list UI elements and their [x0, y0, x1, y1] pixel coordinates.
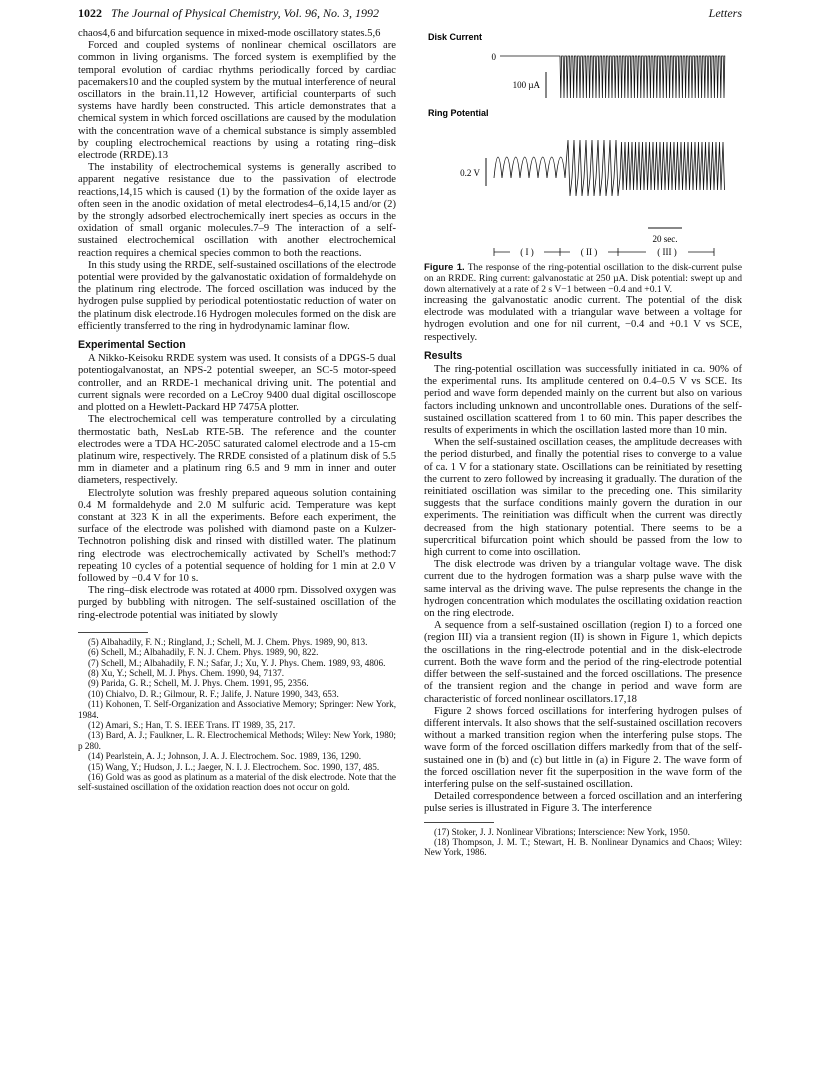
journal-citation: The Journal of Physical Chemistry, Vol. 96, No. 3, 1992 — [111, 6, 379, 20]
region-label-2: ( II ) — [580, 247, 598, 257]
section-heading: Experimental Section — [78, 339, 186, 352]
page-number: 1022 — [78, 6, 102, 20]
footnote: (11) Kohonen, T. Self-Organization and Associative Memory; Springer: New York, 1984. — [78, 699, 396, 720]
time-scale-label: 20 sec. — [652, 234, 678, 244]
figure-1-plot — [424, 28, 742, 262]
paragraph: The ring–disk electrode was rotated at 4000 rpm. Dissolved oxygen was purged by bubbling with nitrogen. The self-sustained oscillation of the ring-electrode potential was initiated by slowly — [78, 585, 396, 621]
footnote: (16) Gold was as good as platinum as a material of the disk electrode. Note that the self-sustained oscillation of the oxidation reaction does not occur on gold. — [78, 772, 396, 793]
footnote: (5) Albahadily, F. N.; Ringland, J.; Schell, M. J. Chem. Phys. 1989, 90, 813. — [88, 636, 368, 647]
section-label: Letters — [708, 6, 742, 20]
paragraph: The instability of electrochemical systems is generally ascribed to apparent negative resistance due to the passivation of electrode reactions,14,15 which is caused (1) by the formation of the oxide layer as often seen in the anodic oxidation of metal electrodes4–6,14,15 and/or (2) by the strongly adsorbed electrochemically inert species as occurs in the oxidation of small organic molecules.7–9 The interaction of a self-sustained electrochemical oscillation with another electrochemical reaction requires a chemical species common to both the reactions. — [78, 162, 396, 259]
caption-text: The response of the ring-potential oscillation to the disk-current pulse on an RRDE. Ring current: galvanostatic at 250 µA. Disk potential: swept up and down alternatively at a rate of 2 s V−1 between −0.4 and +0.1 V. — [424, 262, 742, 295]
footnote: (17) Stoker, J. J. Nonlinear Vibrations; Interscience: New York, 1950. — [434, 826, 690, 837]
paragraph: The electrochemical cell was temperature controlled by a circulating thermostatic bath, NesLab RTE-5B. The reference and the counter electrodes were a TDA HC-205C saturated calomel electrode and a 15-cm platinum wire, respectively. The RRDE consisted of a platinum disk of 5.5 mm in diameter and a platinum ring 6.5 and 9 mm in inner and outer diameters, respectively. — [78, 414, 396, 487]
paragraph: When the self-sustained oscillation ceases, the amplitude decreases with the period disturbed, and finally the potential rises to converge to a value of ca. 1 V for a stationary state. Oscillations can be reinitiated by resetting the current to zero followed by increasing it gradually. The duration of the reinitiated oscillation was similar to the preceding one. This similarity suggests that the surface conditions mainly govern the duration in our experiments. The reinitiation was difficult when the current was directly decreased from the high stationary potential. There seems to be a supercritical bifurcation point which should be passed from the low to high current to come into oscillation. — [424, 437, 742, 559]
current-scale-label: 100 µA — [512, 80, 540, 90]
footnote: (7) Schell, M.; Albahadily, F. N.; Safar, J.; Xu, Y. J. Phys. Chem. 1989, 93, 4806. — [88, 657, 386, 668]
disk-current-trace — [500, 56, 725, 98]
disk-current-line — [500, 56, 725, 98]
footnote: (10) Chialvo, D. R.; Gilmour, R. F.; Jalife, J. Nature 1990, 343, 653. — [88, 688, 339, 699]
footnote: (6) Schell, M.; Albahadily, F. N. J. Chem. Phys. 1989, 90, 822. — [88, 647, 319, 658]
ring-potential-label: Ring Potential — [428, 108, 489, 118]
region-label-1: ( I ) — [520, 247, 534, 257]
section-heading: Results — [424, 349, 463, 362]
figure-1 — [424, 28, 742, 262]
footnote: (9) Parida, G. R.; Schell, M. J. Phys. Chem. 1991, 95, 2356. — [88, 678, 309, 689]
caption-label: Figure 1. — [424, 262, 465, 273]
page-header — [78, 6, 742, 24]
footnote: (12) Amari, S.; Han, T. S. IEEE Trans. IT 1989, 35, 217. — [88, 720, 296, 730]
region-label-3: ( III ) — [657, 247, 677, 257]
paragraph: Figure 2 shows forced oscillations for interfering hydrogen pulses of different intervals. It also shows that the self-sustained oscillation recovers without a marked transition region when the interfering pulse stops. The wave form of the forced oscillation differs markedly from that of the self-sustained one in (b) and (c) but little in (a) in Figure 2. The wave form of the forced oscillation never fit the superposition in the wave form of the interfering pulse on the self-sustained oscillation. — [424, 705, 742, 790]
footnote: (18) Thompson, J. M. T.; Stewart, H. B. Nonlinear Dynamics and Chaos; Wiley: New York, 1986. — [424, 836, 742, 858]
footnote: (14) Pearlstein, A. J.; Johnson, J. A. J. Electrochem. Soc. 1989, 136, 1290. — [88, 751, 362, 762]
footnote: (13) Bard, A. J.; Faulkner, L. R. Electrochemical Methods; Wiley: New York, 1980; p 280. — [78, 730, 396, 751]
paragraph: The ring-potential oscillation was successfully initiated in ca. 90% of the experimental runs. Its amplitude centered on 0.4–0.5 V vs SCE. Its period and wave form depended mainly on the current but also on various factors including unknown and uncontrollable ones. Durations of the self-sustained oscillation scattered from 1 to 60 min. This paper describes the results of experiments in which the oscillation lasted more than 10 min. — [424, 364, 742, 437]
footnote: (15) Wang, Y.; Hudson, J. L.; Jaeger, N. I. J. Electrochem. Soc. 1990, 137, 485. — [88, 761, 380, 772]
ring-potential-line — [494, 140, 725, 196]
figure-caption — [424, 262, 742, 295]
paragraph: A sequence from a self-sustained oscillation (region I) to a forced one (region III) via a transient region (II) is shown in Figure 1, which depicts the oscillations in the ring-electrode potential and in the disk-electrode current. Both the wave form and the period of the ring-electrode potential differ between the self-sustained and the forced oscillations. The presence of the transient region and the change in period and wave form are characteristic of forced nonlinear oscillators.17,18 — [424, 620, 742, 705]
right-column — [424, 28, 742, 858]
paragraph: Forced and coupled systems of nonlinear chemical oscillators are common in living organisms. The forced system is exemplified by the temporal evolution of cardiac rhythms periodically forced by cardiac pacemakers10 and the coupled system by the mutual interference of neural oscillators in the brain.11,12 However, artificial counterparts of such systems have hardly been constructed. This article demonstrates that a chemical system in which forced oscillations are caused by the modulation with the concentration wave of a chemical substance is simply assembled by coupling electrochemical reactions by using a rotating ring–disk electrode (RRDE).13 — [78, 40, 396, 162]
footnote-divider — [78, 632, 148, 633]
zero-label: 0 — [491, 52, 496, 62]
paragraph: In this study using the RRDE, self-sustained oscillations of the electrode potential were provided by the galvanostatic oxidation of formaldehyde on the platinum ring electrode. The forced oscillation was induced by the hydrogen pulse supplied by periodical potentiostatic reduction of water on the platinum disk electrode.16 Hydrogen molecules formed on the disk are efficiently transferred to the ring in hydrodynamic laminar flow. — [78, 259, 396, 332]
paragraph: Detailed correspondence between a forced oscillation and an interfering pulse series is illustrated in Figure 3. The interference — [424, 791, 742, 815]
paragraph: A Nikko-Keisoku RRDE system was used. It consists of a DPGS-5 dual potentiogalvanostat, an NPS-2 potential sweeper, an SC-5 motor-speed controller, and an RRDE-1 mechanical driving unit. The potential and current signals were recorded on a LeCroy 9400 dual digital oscilloscope and plotted on a Hewlett-Packard HP 7475A plotter. — [78, 353, 396, 414]
disk-current-label: Disk Current — [428, 32, 483, 42]
ring-potential-trace — [494, 140, 725, 196]
paragraph: Electrolyte solution was freshly prepared aqueous solution containing 0.4 M formaldehyde and 2.0 M sulfuric acid. Temperature was kept constant at 323 K in all the experiments. Before each experiment, the surface of the electrode was polished with diamond paste on a Kulzer-Technotron polishing disk and rinsed with distilled water. The platinum ring electrode was electrochemically activated by Schell's method:7 repeating 10 cycles of a potential sequence of holding for 1 min at 2.0 V followed by −0.4 V for 10 s. — [78, 487, 396, 584]
voltage-scale-label: 0.2 V — [460, 168, 480, 178]
footnote: (8) Xu, Y.; Schell, M. J. Phys. Chem. 1990, 94, 7137. — [88, 667, 285, 678]
paragraph: chaos4,6 and bifurcation sequence in mixed-mode oscillatory states.5,6 — [78, 28, 381, 39]
paragraph: The disk electrode was driven by a triangular voltage wave. The disk current due to the hydrogen formation was a sharp pulse wave with the same interval as the driving wave. The pulse represents the change in the hydrogen concentration which modulates the oscillating oxidation reaction on the ring electrode. — [424, 559, 742, 620]
left-column — [78, 28, 396, 793]
paragraph: increasing the galvanostatic anodic current. The potential of the disk electrode was modulated with a triangular wave between a voltage for hydrogen evolution and one for nil current, −0.4 and +0.1 V vs SCE, respectively. — [424, 295, 742, 343]
footnote-divider — [424, 822, 494, 823]
